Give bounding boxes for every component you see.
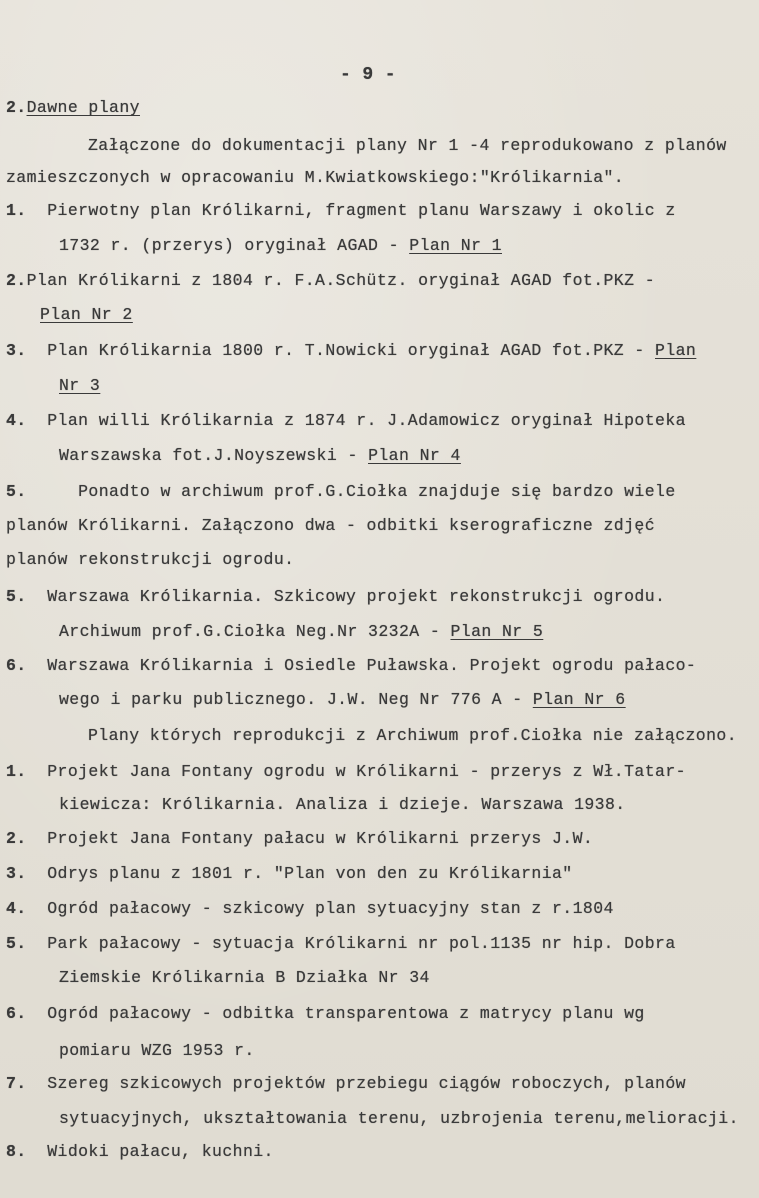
item-number: 8. — [6, 1142, 27, 1161]
not-attached-item-7 — [6, 1074, 686, 1094]
not-attached-item-3 — [6, 864, 573, 884]
plan-item-4 — [6, 411, 686, 431]
plan-reference: Plan — [655, 341, 697, 360]
item-number: 5. — [6, 482, 27, 501]
ciolek-plan-5-line2 — [59, 622, 543, 642]
not-attached-item-6 — [6, 1004, 645, 1024]
ciolek-plan-6-line2 — [59, 690, 626, 710]
item-text: Plan willi Królikarnia z 1874 r. J.Adamowicz oryginał Hipoteka — [47, 411, 686, 430]
ciolek-plan-6 — [6, 656, 696, 676]
not-attached-item-4 — [6, 899, 614, 919]
item-text: Warszawa Królikarnia i Osiedle Puławska. Projekt ogrodu pałaco- — [47, 656, 697, 675]
not-attached-item-5-line2: Ziemskie Królikarnia B Działka Nr 34 — [59, 968, 430, 987]
plan-reference: Plan Nr 5 — [450, 622, 544, 641]
item-number: 2. — [6, 829, 27, 848]
note-5 — [6, 482, 676, 502]
item-text: 1732 r. (przerys) oryginał AGAD - — [59, 236, 410, 255]
item-number: 3. — [6, 864, 27, 883]
item-text: Warszawska fot.J.Noyszewski - — [59, 446, 369, 465]
item-number: 4. — [6, 411, 27, 430]
item-number: 2. — [6, 271, 27, 290]
item-number: 7. — [6, 1074, 27, 1093]
item-text: Projekt Jana Fontany ogrodu w Królikarni - przerys z Wł.Tatar- — [47, 762, 686, 781]
item-text: Ponadto w archiwum prof.G.Ciołka znajduje się bardzo wiele — [78, 482, 676, 501]
plan-item-1 — [6, 201, 676, 221]
item-text: Ogród pałacowy - odbitka transparentowa z matrycy planu wg — [47, 1004, 645, 1023]
item-number: 1. — [6, 201, 27, 220]
plan-reference: Plan Nr 4 — [368, 446, 461, 465]
item-number: 3. — [6, 341, 27, 360]
item-text: Ogród pałacowy - szkicowy plan sytuacyjny stan z r.1804 — [47, 899, 614, 918]
not-attached-item-5 — [6, 934, 676, 954]
not-attached-item-1 — [6, 762, 686, 782]
section-heading — [6, 98, 140, 118]
plan-item-2-line2 — [40, 305, 133, 325]
not-attached-item-1-line2: kiewicza: Królikarnia. Analiza i dzieje. Warszawa 1938. — [59, 795, 626, 814]
note-5-line: planów Królikarni. Załączono dwa - odbitki kserograficzne zdjęć — [6, 516, 656, 535]
not-attached-heading: Plany których reprodukcji z Archiwum prof.Ciołka nie załączono. — [88, 726, 738, 745]
item-number: 6. — [6, 1004, 27, 1023]
item-number: 5. — [6, 587, 27, 606]
not-attached-item-2 — [6, 829, 593, 849]
item-text: Archiwum prof.G.Ciołka Neg.Nr 3232A - — [59, 622, 451, 641]
plan-item-1-line2 — [59, 236, 502, 256]
item-number: 5. — [6, 934, 27, 953]
item-text: Pierwotny plan Królikarni, fragment planu Warszawy i okolic z — [47, 201, 676, 220]
item-text: Projekt Jana Fontany pałacu w Królikarni przerys J.W. — [47, 829, 594, 848]
plan-reference: Plan Nr 6 — [532, 690, 626, 709]
plan-reference: Plan Nr 2 — [40, 305, 133, 324]
not-attached-item-7-line2: sytuacyjnych, ukształtowania terenu, uzbrojenia terenu,melioracji. — [59, 1109, 739, 1128]
note-5-line: planów rekonstrukcji ogrodu. — [6, 550, 295, 569]
item-text: Szereg szkicowych projektów przebiegu ciągów roboczych, planów — [47, 1074, 686, 1093]
item-text: Park pałacowy - sytuacja Królikarni nr pol.1135 nr hip. Dobra — [47, 934, 676, 953]
item-text: wego i parku publicznego. J.W. Neg Nr 776 A - — [59, 690, 533, 709]
ciolek-plan-5 — [6, 587, 665, 607]
item-text: Warszawa Królikarnia. Szkicowy projekt rekonstrukcji ogrodu. — [47, 587, 666, 606]
item-text: Plan Królikarnia 1800 r. T.Nowicki oryginał AGAD fot.PKZ - — [47, 341, 656, 360]
item-text: Plan Królikarni z 1804 r. F.A.Schütz. oryginał AGAD fot.PKZ - — [26, 271, 656, 290]
intro-line: Załączone do dokumentacji plany Nr 1 -4 reprodukowano z planów — [88, 136, 727, 155]
section-number: 2. — [6, 98, 27, 117]
plan-reference: Plan Nr 1 — [409, 236, 502, 255]
not-attached-item-6-line2: pomiaru WZG 1953 r. — [59, 1041, 255, 1060]
plan-item-2 — [6, 271, 655, 291]
item-number: 4. — [6, 899, 27, 918]
plan-item-3 — [6, 341, 696, 361]
plan-reference: Nr 3 — [59, 376, 101, 395]
plan-item-4-line2 — [59, 446, 461, 466]
section-title: Dawne plany — [26, 98, 140, 117]
plan-item-3-line2 — [59, 376, 100, 396]
item-number: 1. — [6, 762, 27, 781]
item-text: Widoki pałacu, kuchni. — [47, 1142, 274, 1161]
item-number: 6. — [6, 656, 27, 675]
not-attached-item-8 — [6, 1142, 274, 1162]
item-text: Odrys planu z 1801 r. "Plan von den zu Królikarnia" — [47, 864, 573, 883]
page-number: - 9 - — [340, 65, 397, 85]
intro-line: zamieszczonych w opracowaniu M.Kwiatkowskiego:"Królikarnia". — [6, 168, 625, 187]
